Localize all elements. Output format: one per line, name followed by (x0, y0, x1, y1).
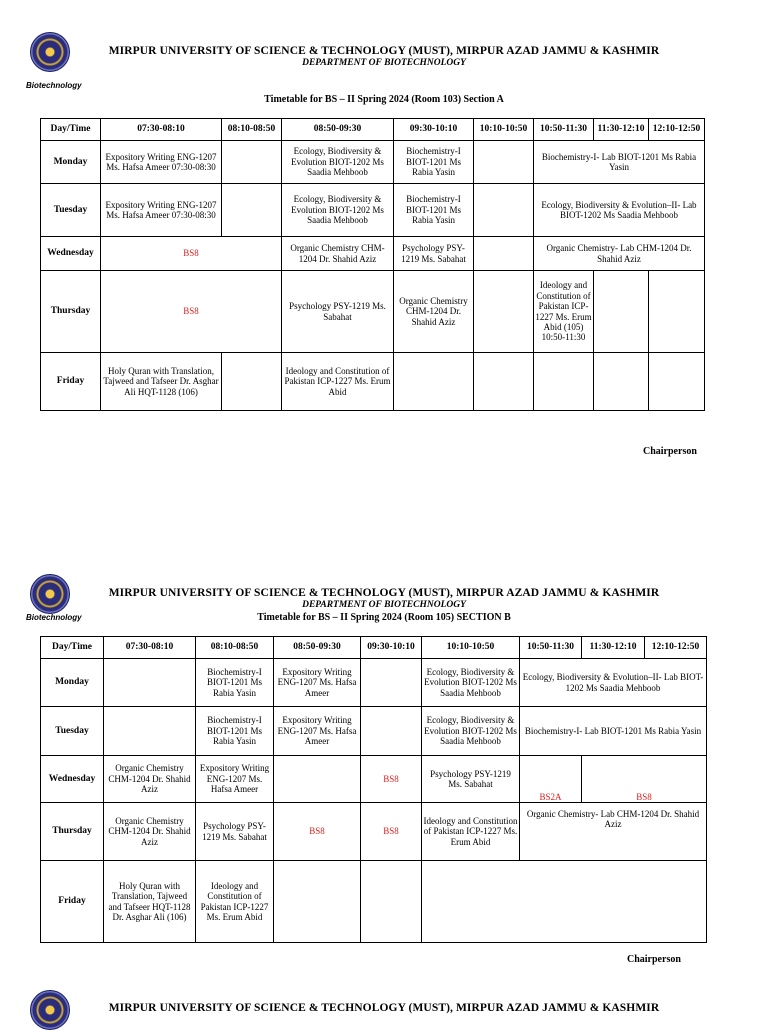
table-row (41, 861, 707, 943)
class-cell: Organic Chemistry CHM-1204 Dr. Shahid Aziz (394, 271, 474, 353)
department-name: DEPARTMENT OF BIOTECHNOLOGY (302, 600, 466, 610)
class-cell: Expository Writing ENG-1207 Ms. Hafsa Ameer 07:30-08:30 (101, 141, 222, 184)
empty-cell (594, 353, 649, 411)
header-cell: 10:50-11:30 (534, 119, 594, 141)
header-cell: 07:30-08:10 (104, 637, 196, 659)
day-cell: Tuesday (41, 707, 104, 756)
university-name: MIRPUR UNIVERSITY OF SCIENCE & TECHNOLOGY (MUST), MIRPUR AZAD JAMMU & KASHMIR (108, 1002, 660, 1014)
header-cell: 08:50-09:30 (274, 637, 361, 659)
day-cell: Tuesday (41, 184, 101, 237)
empty-cell (274, 756, 361, 803)
chairperson-label: Chairperson (643, 446, 697, 457)
table-row (41, 237, 705, 271)
header-cell: 11:30-12:10 (594, 119, 649, 141)
table-row (41, 353, 705, 411)
bs-tag: BS8 (361, 803, 422, 861)
dept-tag: Biotechnology (26, 81, 82, 90)
class-cell: Biochemistry-I BIOT-1201 Ms Rabia Yasin (196, 659, 274, 707)
header-cell: 07:30-08:10 (101, 119, 222, 141)
day-cell: Friday (41, 353, 101, 411)
header-cell: 11:30-12:10 (582, 637, 645, 659)
header-row (41, 119, 705, 141)
timetable-section-b (40, 636, 707, 943)
table-row (41, 707, 707, 756)
empty-cell (104, 659, 196, 707)
class-cell: Ideology and Constitution of Pakistan ICP-1227 Ms. Erum Abid (105) 10:50-11:30 (534, 271, 594, 353)
class-cell: Psychology PSY-1219 Ms. Sabahat (282, 271, 394, 353)
empty-cell (594, 271, 649, 353)
day-cell: Thursday (41, 271, 101, 353)
class-cell: Ecology, Biodiversity & Evolution BIOT-1202 Ms Saadia Mehboob (422, 707, 520, 756)
class-cell: Psychology PSY-1219 Ms. Sabahat (394, 237, 474, 271)
header-cell: 12:10-12:50 (645, 637, 707, 659)
day-cell: Friday (41, 861, 104, 943)
empty-cell (222, 141, 282, 184)
university-name: MIRPUR UNIVERSITY OF SCIENCE & TECHNOLOGY (MUST), MIRPUR AZAD JAMMU & KASHMIR (108, 587, 660, 599)
header-cell: 09:30-10:10 (361, 637, 422, 659)
university-name: MIRPUR UNIVERSITY OF SCIENCE & TECHNOLOGY (MUST), MIRPUR AZAD JAMMU & KASHMIR (108, 45, 660, 57)
class-cell: Ecology, Biodiversity & Evolution BIOT-1202 Ms Saadia Mehboob (282, 141, 394, 184)
class-cell: Organic Chemistry CHM-1204 Dr. Shahid Aziz (104, 803, 196, 861)
empty-cell (474, 271, 534, 353)
bs-tag: BS2A (520, 756, 582, 803)
day-cell: Monday (41, 141, 101, 184)
empty-cell (274, 861, 361, 943)
empty-cell (361, 707, 422, 756)
header-cell: 08:50-09:30 (282, 119, 394, 141)
header-row (41, 637, 707, 659)
class-cell: Biochemistry-I BIOT-1201 Ms Rabia Yasin (196, 707, 274, 756)
empty-cell (534, 353, 594, 411)
header-cell: 08:10-08:50 (196, 637, 274, 659)
class-cell: Ecology, Biodiversity & Evolution BIOT-1202 Ms Saadia Mehboob (422, 659, 520, 707)
timetable-section-a (40, 118, 705, 411)
class-cell: Expository Writing ENG-1207 Ms. Hafsa Ameer (196, 756, 274, 803)
dept-tag: Biotechnology (26, 613, 82, 622)
class-cell: Ideology and Constitution of Pakistan ICP-1227 Ms. Erum Abid (422, 803, 520, 861)
empty-cell (649, 353, 705, 411)
header-cell: Day/Time (41, 637, 104, 659)
department-name: DEPARTMENT OF BIOTECHNOLOGY (302, 58, 466, 68)
class-cell: Expository Writing ENG-1207 Ms. Hafsa Ameer (274, 707, 361, 756)
class-cell: Biochemistry-I BIOT-1201 Ms Rabia Yasin (394, 141, 474, 184)
bs-tag: BS8 (101, 271, 282, 353)
header-cell: 10:50-11:30 (520, 637, 582, 659)
empty-cell (394, 353, 474, 411)
header-cell: Day/Time (41, 119, 101, 141)
empty-cell (104, 707, 196, 756)
table-row (41, 659, 707, 707)
empty-cell (361, 861, 422, 943)
class-cell: Organic Chemistry CHM-1204 Dr. Shahid Aziz (104, 756, 196, 803)
header-cell: 12:10-12:50 (649, 119, 705, 141)
timetable-title-a: Timetable for BS – II Spring 2024 (Room 103) Section A (264, 94, 504, 105)
table-row (41, 184, 705, 237)
table-row (41, 756, 707, 803)
empty-cell (474, 141, 534, 184)
table-row (41, 803, 707, 861)
class-cell: Ideology and Constitution of Pakistan ICP-1227 Ms. Erum Abid (196, 861, 274, 943)
chairperson-label: Chairperson (627, 954, 681, 965)
header-cell: 10:10-10:50 (422, 637, 520, 659)
bs-tag: BS8 (101, 237, 282, 271)
class-cell: Holy Quran with Translation, Tajweed and Tafseer HQT-1128 Dr. Asghar Ali (106) (104, 861, 196, 943)
empty-cell (361, 659, 422, 707)
header-cell: 09:30-10:10 (394, 119, 474, 141)
timetable-title-b: Timetable for BS – II Spring 2024 (Room 105) SECTION B (257, 612, 511, 623)
empty-cell (422, 861, 707, 943)
empty-cell (474, 237, 534, 271)
lab-cell: Organic Chemistry- Lab CHM-1204 Dr. Shahid Aziz (520, 803, 707, 861)
class-cell: Holy Quran with Translation, Tajweed and Tafseer Dr. Asghar Ali HQT-1128 (106) (101, 353, 222, 411)
day-cell: Wednesday (41, 756, 104, 803)
empty-cell (474, 353, 534, 411)
lab-cell: Organic Chemistry- Lab CHM-1204 Dr. Shahid Aziz (534, 237, 705, 271)
class-cell: Psychology PSY-1219 Ms. Sabahat (422, 756, 520, 803)
bs-tag: BS8 (274, 803, 361, 861)
header-cell: 10:10-10:50 (474, 119, 534, 141)
header-cell: 08:10-08:50 (222, 119, 282, 141)
class-cell: Psychology PSY-1219 Ms. Sabahat (196, 803, 274, 861)
table-row (41, 271, 705, 353)
empty-cell (474, 184, 534, 237)
table-row (41, 141, 705, 184)
lab-cell: Biochemistry-I- Lab BIOT-1201 Ms Rabia Yasin (520, 707, 707, 756)
day-cell: Wednesday (41, 237, 101, 271)
class-cell: Expository Writing ENG-1207 Ms. Hafsa Ameer (274, 659, 361, 707)
lab-cell: Ecology, Biodiversity & Evolution–II- Lab BIOT-1202 Ms Saadia Mehboob (534, 184, 705, 237)
day-cell: Thursday (41, 803, 104, 861)
empty-cell (222, 184, 282, 237)
class-cell: Biochemistry-I BIOT-1201 Ms Rabia Yasin (394, 184, 474, 237)
empty-cell (222, 353, 282, 411)
bs-tag: BS8 (361, 756, 422, 803)
class-cell: Ecology, Biodiversity & Evolution BIOT-1202 Ms Saadia Mehboob (282, 184, 394, 237)
day-cell: Monday (41, 659, 104, 707)
class-cell: Ideology and Constitution of Pakistan ICP-1227 Ms. Erum Abid (282, 353, 394, 411)
class-cell: Expository Writing ENG-1207 Ms. Hafsa Ameer 07:30-08:30 (101, 184, 222, 237)
bs-tag: BS8 (582, 756, 707, 803)
lab-cell: Ecology, Biodiversity & Evolution–II- Lab BIOT-1202 Ms Saadia Mehboob (520, 659, 707, 707)
class-cell: Organic Chemistry CHM-1204 Dr. Shahid Aziz (282, 237, 394, 271)
lab-cell: Biochemistry-I- Lab BIOT-1201 Ms Rabia Yasin (534, 141, 705, 184)
empty-cell (649, 271, 705, 353)
